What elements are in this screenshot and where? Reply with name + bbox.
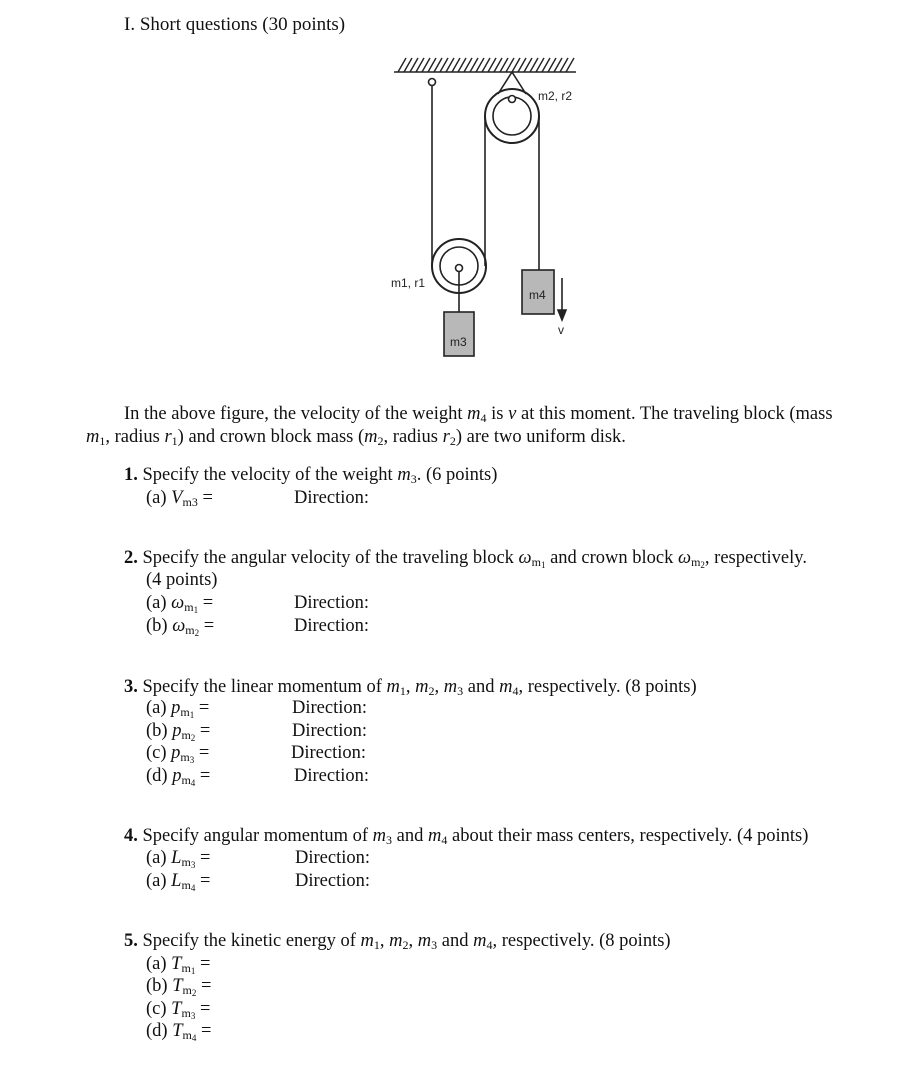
q1-direction-a: Direction: <box>294 488 370 508</box>
intro-line-2: $m_1$, radius $r_1$) and crown block mass ($m_2$, radius $r_2$) are two uniform disk. <box>86 427 626 448</box>
q4-answer-b: (a) $L_{m_4}$ = <box>146 871 211 893</box>
q3-answer-c: (c) $p_{m_3}$ = <box>146 743 210 765</box>
crown-block-axle <box>509 96 516 103</box>
ceiling-hatch <box>398 58 574 72</box>
velocity-arrow-head <box>558 310 566 320</box>
weight-m3-label: m3 <box>450 335 467 349</box>
traveling-block-label: m1, r1 <box>391 276 426 290</box>
q3-direction-b: Direction: <box>292 721 368 741</box>
question-5: 5. Specify the kinetic energy of $m_1$, $m_2$, $m_3$ and $m_4$, respectively. (8 points) <box>124 931 671 952</box>
question-4: 4. Specify angular momentum of $m_3$ and $m_4$ about their mass centers, respectively. (4 points) <box>124 826 809 847</box>
q5-answer-c: (c) $T_{m_3}$ = <box>146 999 211 1021</box>
q5-answer-a: (a) $T_{m_1}$ = <box>146 954 211 976</box>
question-2-points: (4 points) <box>146 570 218 590</box>
q2-direction-a: Direction: <box>294 593 370 613</box>
q3-answer-a: (a) $p_{m_1}$ = <box>146 698 210 720</box>
q4-direction-b: Direction: <box>295 871 371 891</box>
traveling-block-axle <box>456 265 463 272</box>
pulley-figure <box>380 48 610 368</box>
q2-answer-a: (a) $\omega_{m_1}$ = <box>146 593 214 615</box>
rope-anchor <box>429 79 436 86</box>
weight-m4-label: m4 <box>529 288 546 302</box>
velocity-label: v <box>558 323 564 337</box>
question-1: 1. Specify the velocity of the weight $m_3$. (6 points) <box>124 465 498 486</box>
ceiling <box>394 58 576 72</box>
crown-block-label: m2, r2 <box>538 89 573 103</box>
q2-direction-b: Direction: <box>294 616 370 636</box>
q3-direction-a: Direction: <box>292 698 368 718</box>
question-3: 3. Specify the linear momentum of $m_1$, $m_2$, $m_3$ and $m_4$, respectively. (8 points) <box>124 677 697 698</box>
section-title: I. Short questions (30 points) <box>124 14 346 35</box>
q2-answer-b: (b) $\omega_{m_2}$ = <box>146 616 215 638</box>
q3-answer-b: (b) $p_{m_2}$ = <box>146 721 211 743</box>
q1-answer-a: (a) $V_{m3}$ = <box>146 488 213 509</box>
q4-answer-a: (a) $L_{m_3}$ = <box>146 848 211 870</box>
q3-direction-d: Direction: <box>294 766 370 786</box>
question-2: 2. Specify the angular velocity of the traveling block $\omega_{m_1}$ and crown block $\omega_{m_2}$, respectively. <box>124 548 807 570</box>
q5-answer-b: (b) $T_{m_2}$ = <box>146 976 212 998</box>
weight-m3-box <box>444 312 474 356</box>
q4-direction-a: Direction: <box>295 848 371 868</box>
q5-answer-d: (d) $T_{m_4}$ = <box>146 1021 212 1043</box>
q3-direction-c: Direction: <box>291 743 367 763</box>
intro-line-1: In the above figure, the velocity of the weight $m_4$ is v at this moment. The traveling block (mass <box>124 404 833 425</box>
q3-answer-d: (d) $p_{m_4}$ = <box>146 766 211 788</box>
